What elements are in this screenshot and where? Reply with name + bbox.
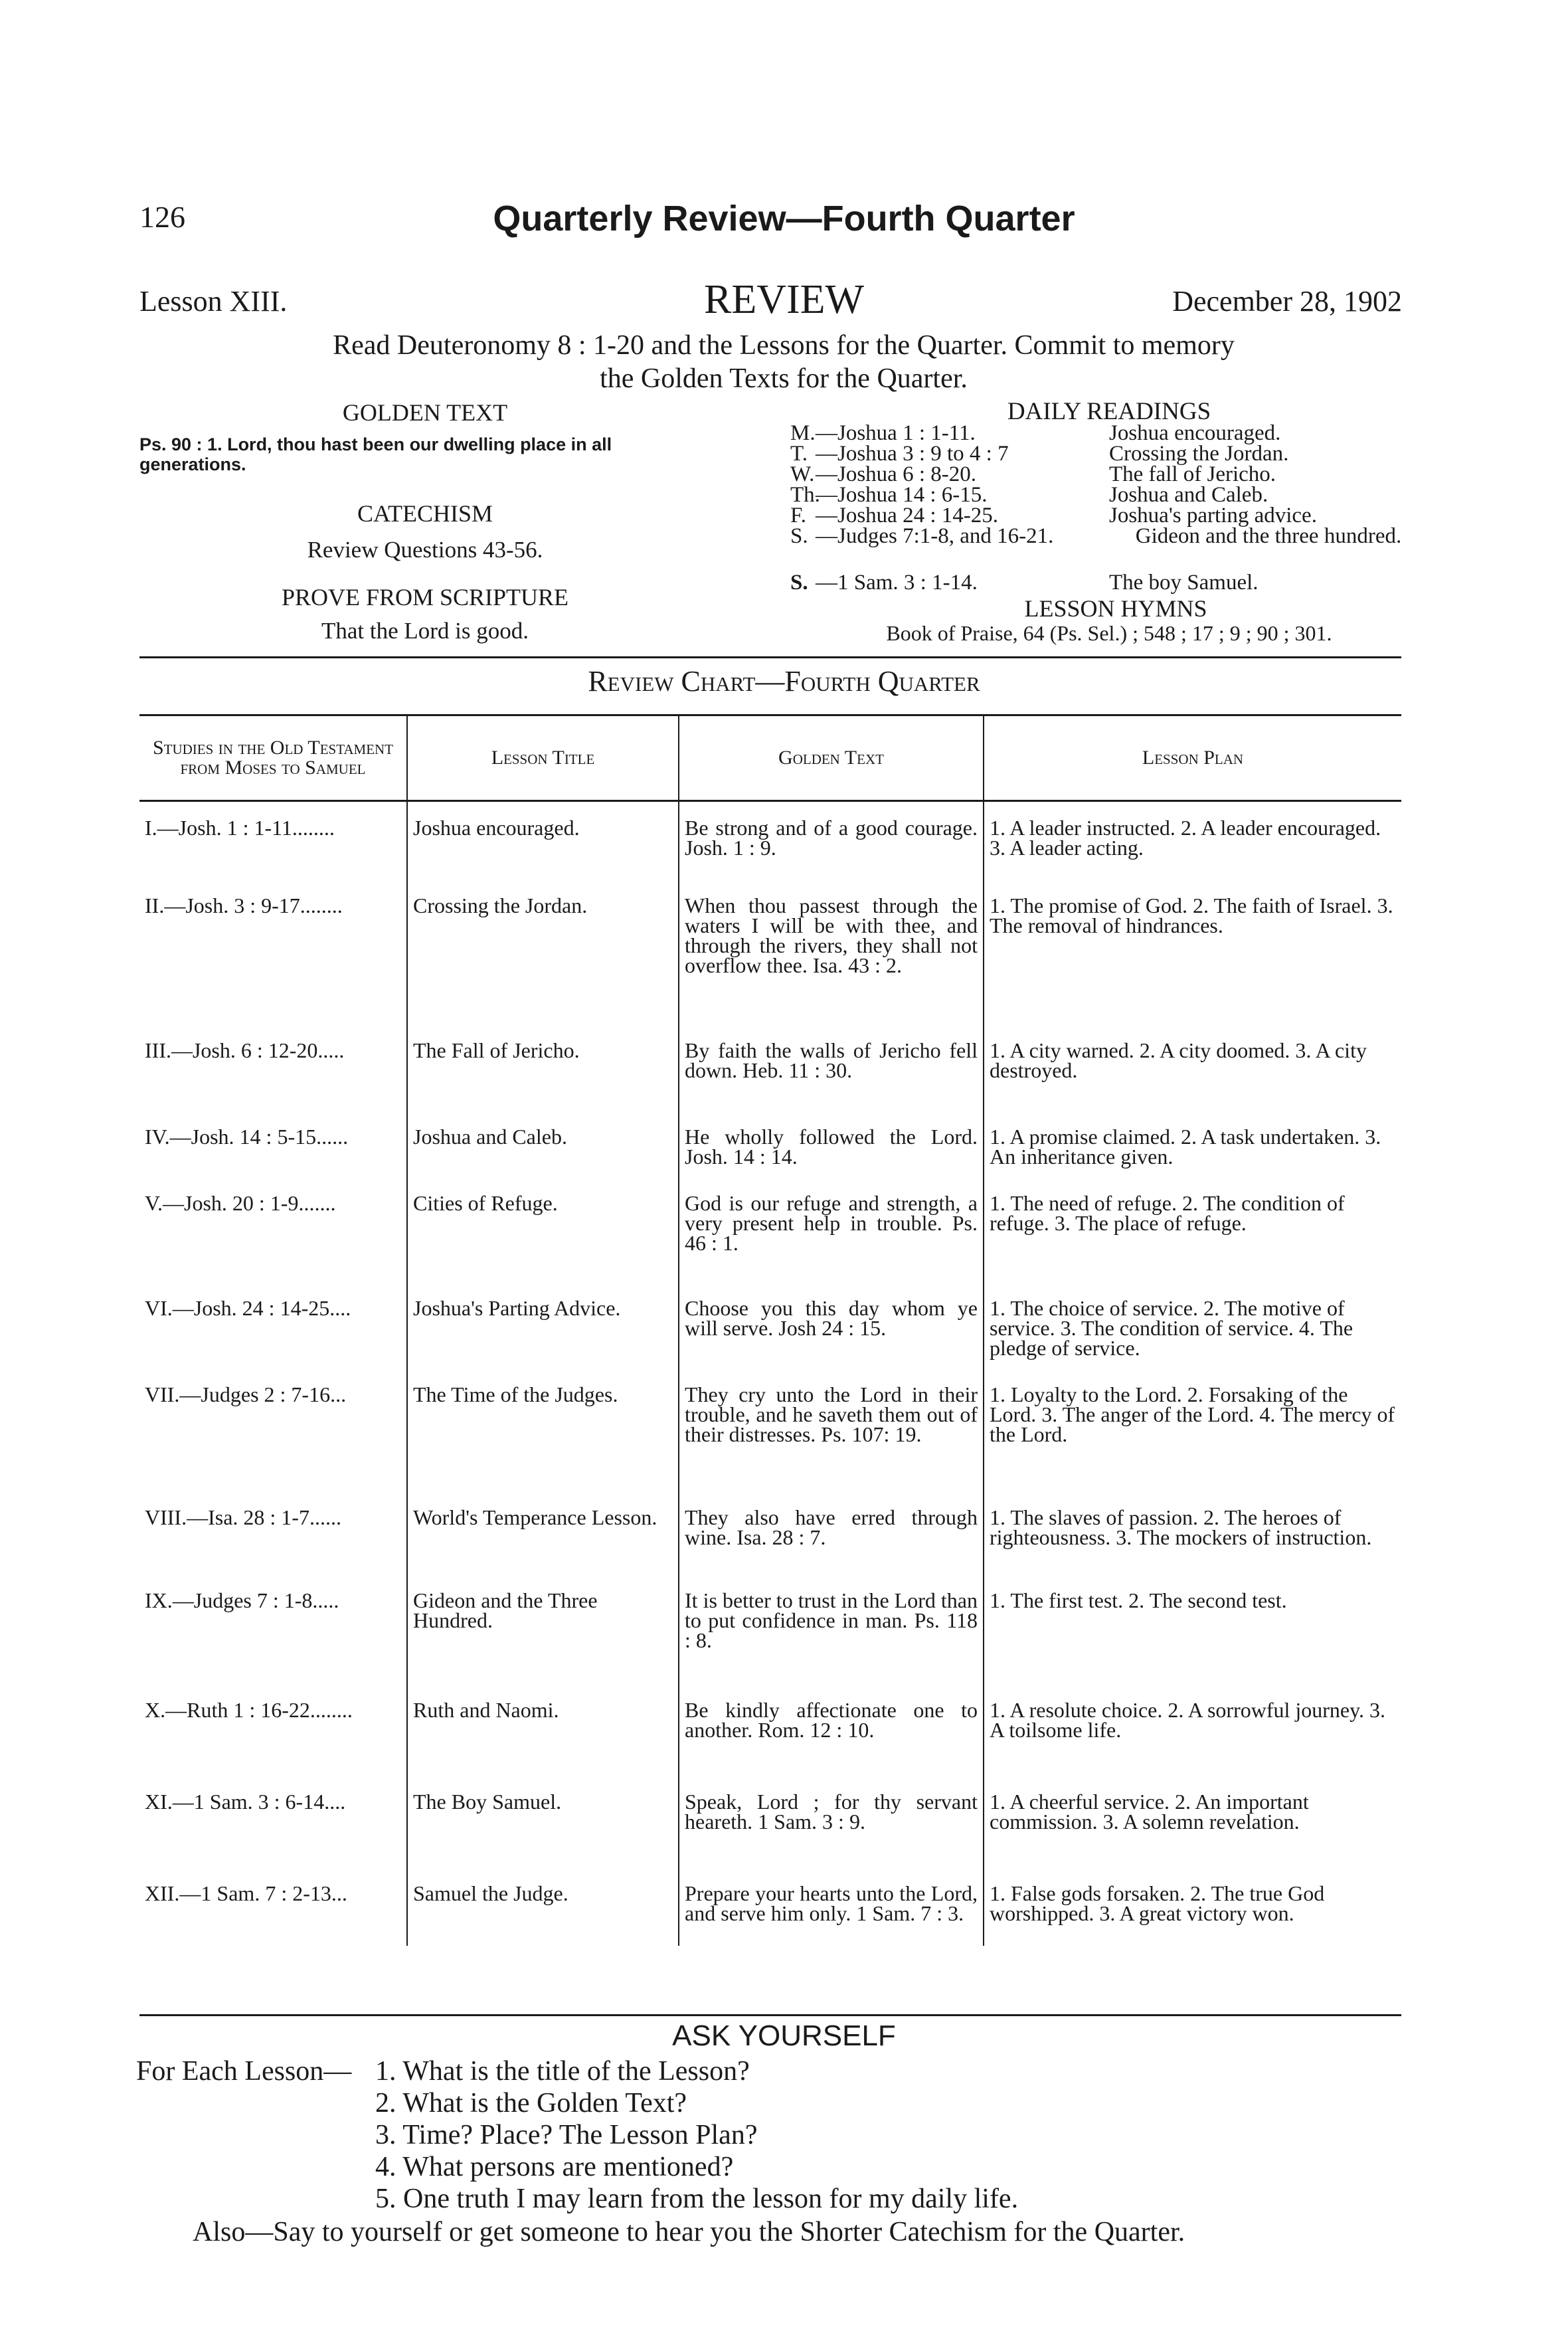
reading-day: F. xyxy=(790,504,806,527)
reading-day: T. xyxy=(790,442,808,466)
lesson-plan: 1. Loyalty to the Lord. 2. Forsaking of the Lord. 3. The anger of the Lord. 4. The mercy of the Lord. xyxy=(984,1368,1401,1491)
reading-ref: —Judges 7:1-8, and 16-21. xyxy=(816,524,1054,548)
reading-day: S. xyxy=(790,571,808,595)
lesson-plan: 1. A leader instructed. 2. A leader encouraged. 3. A leader acting. xyxy=(984,801,1401,880)
question-item: 2. What is the Golden Text? xyxy=(375,2088,687,2118)
lesson-plan: 1. A resolute choice. 2. A sorrowful journey. 3. A toilsome life. xyxy=(984,1684,1401,1776)
reading-topic: Joshua encouraged. xyxy=(1109,421,1281,445)
lesson-plan: 1. The slaves of passion. 2. The heroes of righteousness. 3. The mockers of instruction. xyxy=(984,1491,1401,1574)
review-chart-title-text: Review Chart—Fourth Quarter xyxy=(588,665,980,698)
review-chart-table xyxy=(139,714,1401,1946)
lesson-title: Ruth and Naomi. xyxy=(407,1684,679,1776)
lesson-title: Crossing the Jordan. xyxy=(407,880,679,1024)
question-item: 3. Time? Place? The Lesson Plan? xyxy=(375,2120,758,2150)
question-item: 4. What persons are mentioned? xyxy=(375,2152,734,2182)
golden-text-cell: It is better to trust in the Lord than to put confidence in man. Ps. 118 : 8. xyxy=(679,1574,984,1684)
reading-topic: The boy Samuel. xyxy=(1109,571,1259,595)
lesson-title: Gideon and the Three Hundred. xyxy=(407,1574,679,1684)
table-row xyxy=(139,801,1401,880)
golden-text-title: GOLDEN TEXT xyxy=(342,399,508,426)
scripture-ref: XII.—1 Sam. 7 : 2-13... xyxy=(145,1881,347,1905)
reading-ref: —Joshua 6 : 8-20. xyxy=(816,462,976,486)
ask-lead: For Each Lesson— xyxy=(136,2056,352,2087)
reading-topic: The fall of Jericho. xyxy=(1109,462,1276,486)
prove-title: PROVE FROM SCRIPTURE xyxy=(281,584,569,610)
reading-row xyxy=(790,573,1428,593)
lesson-title: Samuel the Judge. xyxy=(407,1867,679,1946)
table-header-row xyxy=(139,715,1401,801)
table-row xyxy=(139,1024,1401,1111)
catechism-title: CATECHISM xyxy=(357,500,493,527)
table-row xyxy=(139,1368,1401,1491)
reading-topic: Joshua's parting advice. xyxy=(1109,504,1317,527)
lesson-plan: 1. The need of refuge. 2. The condition of refuge. 3. The place of refuge. xyxy=(984,1177,1401,1282)
scripture-ref: X.—Ruth 1 : 16-22........ xyxy=(145,1697,353,1722)
table-row xyxy=(139,1867,1401,1946)
reading-ref: —Joshua 14 : 6-15. xyxy=(816,483,988,507)
golden-text-cell: Prepare your hearts unto the Lord, and serve him only. 1 Sam. 7 : 3. xyxy=(679,1867,984,1946)
lesson-plan: 1. False gods forsaken. 2. The true God worshipped. 3. A great victory won. xyxy=(984,1867,1401,1946)
reading-day: M. xyxy=(790,421,816,445)
reading-row xyxy=(790,444,1428,464)
lesson-title: Cities of Refuge. xyxy=(407,1177,679,1282)
ask-also: Also—Say to yourself or get someone to hear you the Shorter Catechism for the Quarter. xyxy=(193,2217,1185,2247)
lesson-plan: 1. A city warned. 2. A city doomed. 3. A city destroyed. xyxy=(984,1024,1401,1111)
golden-text-cell: Choose you this day whom ye will serve. Josh 24 : 15. xyxy=(679,1282,984,1368)
table-row xyxy=(139,1574,1401,1684)
reading-ref: —Joshua 24 : 14-25. xyxy=(816,504,998,527)
reading-row xyxy=(790,423,1428,444)
instructions-line-1: Read Deuteronomy 8 : 1-20 and the Lessons for the Quarter. Commit to memory xyxy=(333,330,1235,361)
bottom-rule xyxy=(139,2014,1401,2016)
scripture-ref: VI.—Josh. 24 : 14-25.... xyxy=(145,1295,351,1320)
lesson-title: Joshua's Parting Advice. xyxy=(407,1282,679,1368)
scripture-ref: III.—Josh. 6 : 12-20..... xyxy=(145,1038,345,1062)
scripture-ref: VIII.—Isa. 28 : 1-7...... xyxy=(145,1505,341,1529)
catechism-text: Review Questions 43-56. xyxy=(307,537,543,563)
scripture-ref: IV.—Josh. 14 : 5-15...... xyxy=(145,1124,349,1149)
review-chart-title xyxy=(0,664,1568,698)
lesson-plan: 1. A cheerful service. 2. An important commission. 3. A solemn revelation. xyxy=(984,1776,1401,1867)
header-golden-text: Golden Text xyxy=(679,715,984,801)
header-lesson-title: Lesson Title xyxy=(407,715,679,801)
reading-ref: —1 Sam. 3 : 1-14. xyxy=(816,571,978,595)
lesson-plan: 1. The choice of service. 2. The motive of service. 3. The condition of service. 4. The pledge of service. xyxy=(984,1282,1401,1368)
scripture-ref: V.—Josh. 20 : 1-9....... xyxy=(145,1190,336,1215)
lesson-plan: 1. The first test. 2. The second test. xyxy=(984,1574,1401,1684)
golden-text-cell: He wholly followed the Lord. Josh. 14 : 14. xyxy=(679,1111,984,1177)
reading-ref: —Joshua 1 : 1-11. xyxy=(816,421,976,445)
header-studies: Studies in the Old Testament from Moses to Samuel xyxy=(139,715,407,801)
table-row xyxy=(139,1491,1401,1574)
scripture-ref: XI.—1 Sam. 3 : 6-14.... xyxy=(145,1789,346,1814)
table-row xyxy=(139,1282,1401,1368)
scripture-ref: VII.—Judges 2 : 7-16... xyxy=(145,1382,347,1406)
lesson-title: Joshua encouraged. xyxy=(407,801,679,880)
lesson-title: The Boy Samuel. xyxy=(407,1776,679,1867)
reading-topic: Gideon and the three hundred. xyxy=(1135,524,1402,548)
scripture-ref: II.—Josh. 3 : 9-17........ xyxy=(145,893,343,917)
page-number: 126 xyxy=(139,200,185,234)
lesson-hymns-text: Book of Praise, 64 (Ps. Sel.) ; 548 ; 17 ; 9 ; 90 ; 301. xyxy=(886,621,1332,645)
reading-day: S. xyxy=(790,524,808,548)
lesson-title: Joshua and Caleb. xyxy=(407,1111,679,1177)
question-item: 1. What is the title of the Lesson? xyxy=(375,2056,750,2087)
scripture-ref: I.—Josh. 1 : 1-11........ xyxy=(145,816,335,840)
golden-text-cell: By faith the walls of Jericho fell down. Heb. 11 : 30. xyxy=(679,1024,984,1111)
header-lesson-plan: Lesson Plan xyxy=(984,715,1401,801)
lesson-title: The Fall of Jericho. xyxy=(407,1024,679,1111)
top-rule xyxy=(139,656,1401,658)
golden-text-cell: They cry unto the Lord in their trouble, and he saveth them out of their distresses. Ps. 107: 19. xyxy=(679,1368,984,1491)
scripture-ref: IX.—Judges 7 : 1-8..... xyxy=(145,1588,339,1612)
golden-text-cell: Be kindly affectionate one to another. Rom. 12 : 10. xyxy=(679,1684,984,1776)
table-row xyxy=(139,1776,1401,1867)
golden-text-cell: When thou passest through the waters I will be with thee, and through the rivers, they shall not overflow thee. Isa. 43 : 2. xyxy=(679,880,984,1024)
lesson-hymns-title: LESSON HYMNS xyxy=(1024,595,1207,622)
table-row xyxy=(139,1177,1401,1282)
golden-text-cell: They also have erred through wine. Isa. 28 : 7. xyxy=(679,1491,984,1574)
table-row xyxy=(139,880,1401,1024)
running-title: Quarterly Review—Fourth Quarter xyxy=(493,199,1075,238)
reading-topic: Joshua and Caleb. xyxy=(1109,483,1268,507)
lesson-plan: 1. The promise of God. 2. The faith of Israel. 3. The removal of hindrances. xyxy=(984,880,1401,1024)
ask-yourself-title: ASK YOURSELF xyxy=(672,2019,896,2052)
prove-text: That the Lord is good. xyxy=(321,618,529,644)
reading-instructions xyxy=(133,329,1435,395)
lesson-number: Lesson XIII. xyxy=(139,285,288,318)
daily-readings-title: DAILY READINGS xyxy=(1007,398,1211,425)
reading-row xyxy=(790,526,1428,567)
reading-day: W. xyxy=(790,462,815,486)
lesson-plan: 1. A promise claimed. 2. A task undertaken. 3. An inheritance given. xyxy=(984,1111,1401,1177)
lesson-date: December 28, 1902 xyxy=(1172,285,1402,318)
reading-day: Th. xyxy=(790,483,820,507)
table-row xyxy=(139,1684,1401,1776)
reading-row xyxy=(790,485,1428,506)
golden-text-cell: Speak, Lord ; for thy servant heareth. 1 Sam. 3 : 9. xyxy=(679,1776,984,1867)
reading-row xyxy=(790,506,1428,526)
question-item: 5. One truth I may learn from the lesson for my daily life. xyxy=(375,2184,1019,2214)
golden-text-cell: God is our refuge and strength, a very present help in trouble. Ps. 46 : 1. xyxy=(679,1177,984,1282)
instructions-line-2: the Golden Texts for the Quarter. xyxy=(600,363,968,394)
lesson-title: The Time of the Judges. xyxy=(407,1368,679,1491)
reading-ref: —Joshua 3 : 9 to 4 : 7 xyxy=(816,442,1009,466)
table-row xyxy=(139,1111,1401,1177)
reading-row xyxy=(790,464,1428,485)
golden-text-cell: Be strong and of a good courage. Josh. 1 : 9. xyxy=(679,801,984,880)
reading-topic: Crossing the Jordan. xyxy=(1109,442,1289,466)
lesson-title: World's Temperance Lesson. xyxy=(407,1491,679,1574)
golden-text: Ps. 90 : 1. Lord, thou hast been our dwelling place in all generations. xyxy=(139,434,612,474)
review-heading: REVIEW xyxy=(703,277,865,322)
